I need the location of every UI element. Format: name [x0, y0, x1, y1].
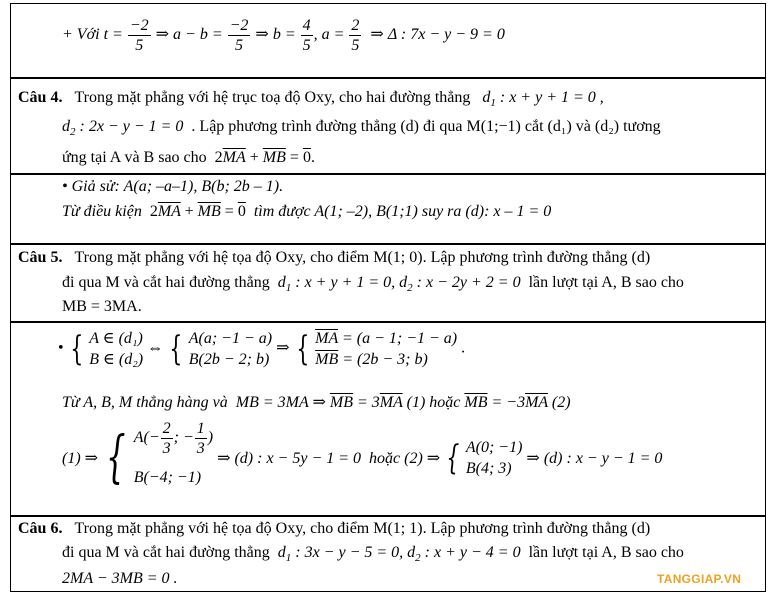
fraction: $\frac{2}{3}$ [162, 419, 171, 457]
left-brace: { [169, 329, 183, 369]
a4-line-2: Từ điều kiện $2\overline{MA} + \overline{MB} = 0$ tìm được A(1; –2), B(1;1) suy ra (d): x – 1 = 0 [62, 203, 552, 220]
left-brace: { [446, 438, 460, 478]
q5-line-1: Câu 5. Trong mặt phẳng với hệ tọa độ Oxy, cho điểm M(1; 0). Lập phương trình đường thẳng (d) [18, 249, 651, 266]
q5-line-2: đi qua M và cắt hai đường thẳng $d_1$ : x + y + 1 = 0, $d_2$ : x − 2y + 2 = 0 lần lượt tại A, B sao cho [62, 274, 684, 294]
q6-line-1: Câu 6. Trong mặt phẳng với hệ tọa độ Oxy, cho điểm M(1; 1). Lập phương trình đường thẳng (d) [18, 520, 651, 537]
q4-label: Câu 4. [18, 89, 63, 106]
a5-line-3: (1) ⇒ { A(− $\frac{2}{3}$ ; − $\frac{1}{3}$ ) B(−4; −1) ⇒ (d) : x − 5y − 1 = 0 hoặc (2) ⇒ { A(0; −1) B(4; 3) ⇒ (d) : x − y − 1 = 0 [62, 418, 662, 498]
system-3: $\overline{MA} = (a - 1$; −1 − a) $\overline{MB} = (2b - 3$; b) [315, 330, 458, 368]
q4-line-1: Câu 4. Trong mặt phẳng với hệ trục toạ độ Oxy, cho hai đường thẳng $d_1$ : x + y + 1 = 0 , [18, 89, 604, 109]
system-2: A(a; −1 − a) B(2b − 2; b) [188, 330, 273, 368]
system-1: A ∈ (d₁) B ∈ (d₂) [89, 330, 144, 368]
q4-line-2: $d_2$ : 2x − y − 1 = 0 . Lập phương trình đường thẳng (d) đi qua M(1;−1) cắt (d₁) và (d₂) tương [62, 118, 661, 138]
system-5: A(0; −1) B(4; 3) [465, 439, 523, 477]
a5-line-2: Từ A, B, M thẳng hàng và MB = 3MA ⇒ $\overline{MB} = 3\overline{MA}$ (1) hoặc $\overline{MB} = -3\overline{MA}$ (2) [62, 394, 571, 411]
fraction: $\frac{-2}{5}$ [129, 17, 149, 54]
left-brace: { [69, 329, 83, 369]
top-line: + Với t = $\frac{-2}{5}$ ⇒ a − b = $\frac{-2}{5}$ ⇒ b = $\frac{4}{5}$ , a = $\frac{2}{5}$ ⇒ Δ : 7x − y − 9 = 0 [62, 17, 505, 54]
q5-line-3: MB = 3MA. [62, 298, 142, 315]
q5-label: Câu 5. [18, 249, 63, 266]
fraction: $\frac{-2}{5}$ [229, 17, 249, 54]
left-brace: { [106, 425, 126, 490]
left-brace: { [295, 329, 309, 369]
q6-label: Câu 6. [18, 520, 63, 537]
fraction: $\frac{2}{5}$ [351, 17, 360, 54]
a4-line-1: • Giả sử: A(a; –a–1), B(b; 2b – 1). [62, 178, 284, 195]
q6-line-3: 2MA − 3MB = 0 . [62, 570, 178, 587]
fraction: $\frac{4}{5}$ [302, 17, 311, 54]
fraction: $\frac{1}{3}$ [196, 419, 205, 457]
watermark: TANGGIAP.VN [657, 572, 742, 586]
q6-line-2: đi qua M và cắt hai đường thẳng $d_1$ : 3x − y − 5 = 0, $d_2$ : x + y − 4 = 0 lần lượt tại A, B sao cho [62, 544, 684, 564]
system-4: A(− $\frac{2}{3}$ ; − $\frac{1}{3}$ ) B(−4; −1) [133, 419, 214, 486]
q4-line-3: ứng tại A và B sao cho $2\overline{MA} + \overline{MB} = 0$. [62, 149, 315, 166]
a5-system-line: • { A ∈ (d₁) B ∈ (d₂) ⇔ { A(a; −1 − a) B(2b − 2; b) ⇒ { $\overline{MA} = (a - 1$; −1 − a) $\overline{MB} = (2b - 3$; b) . [58, 329, 466, 369]
